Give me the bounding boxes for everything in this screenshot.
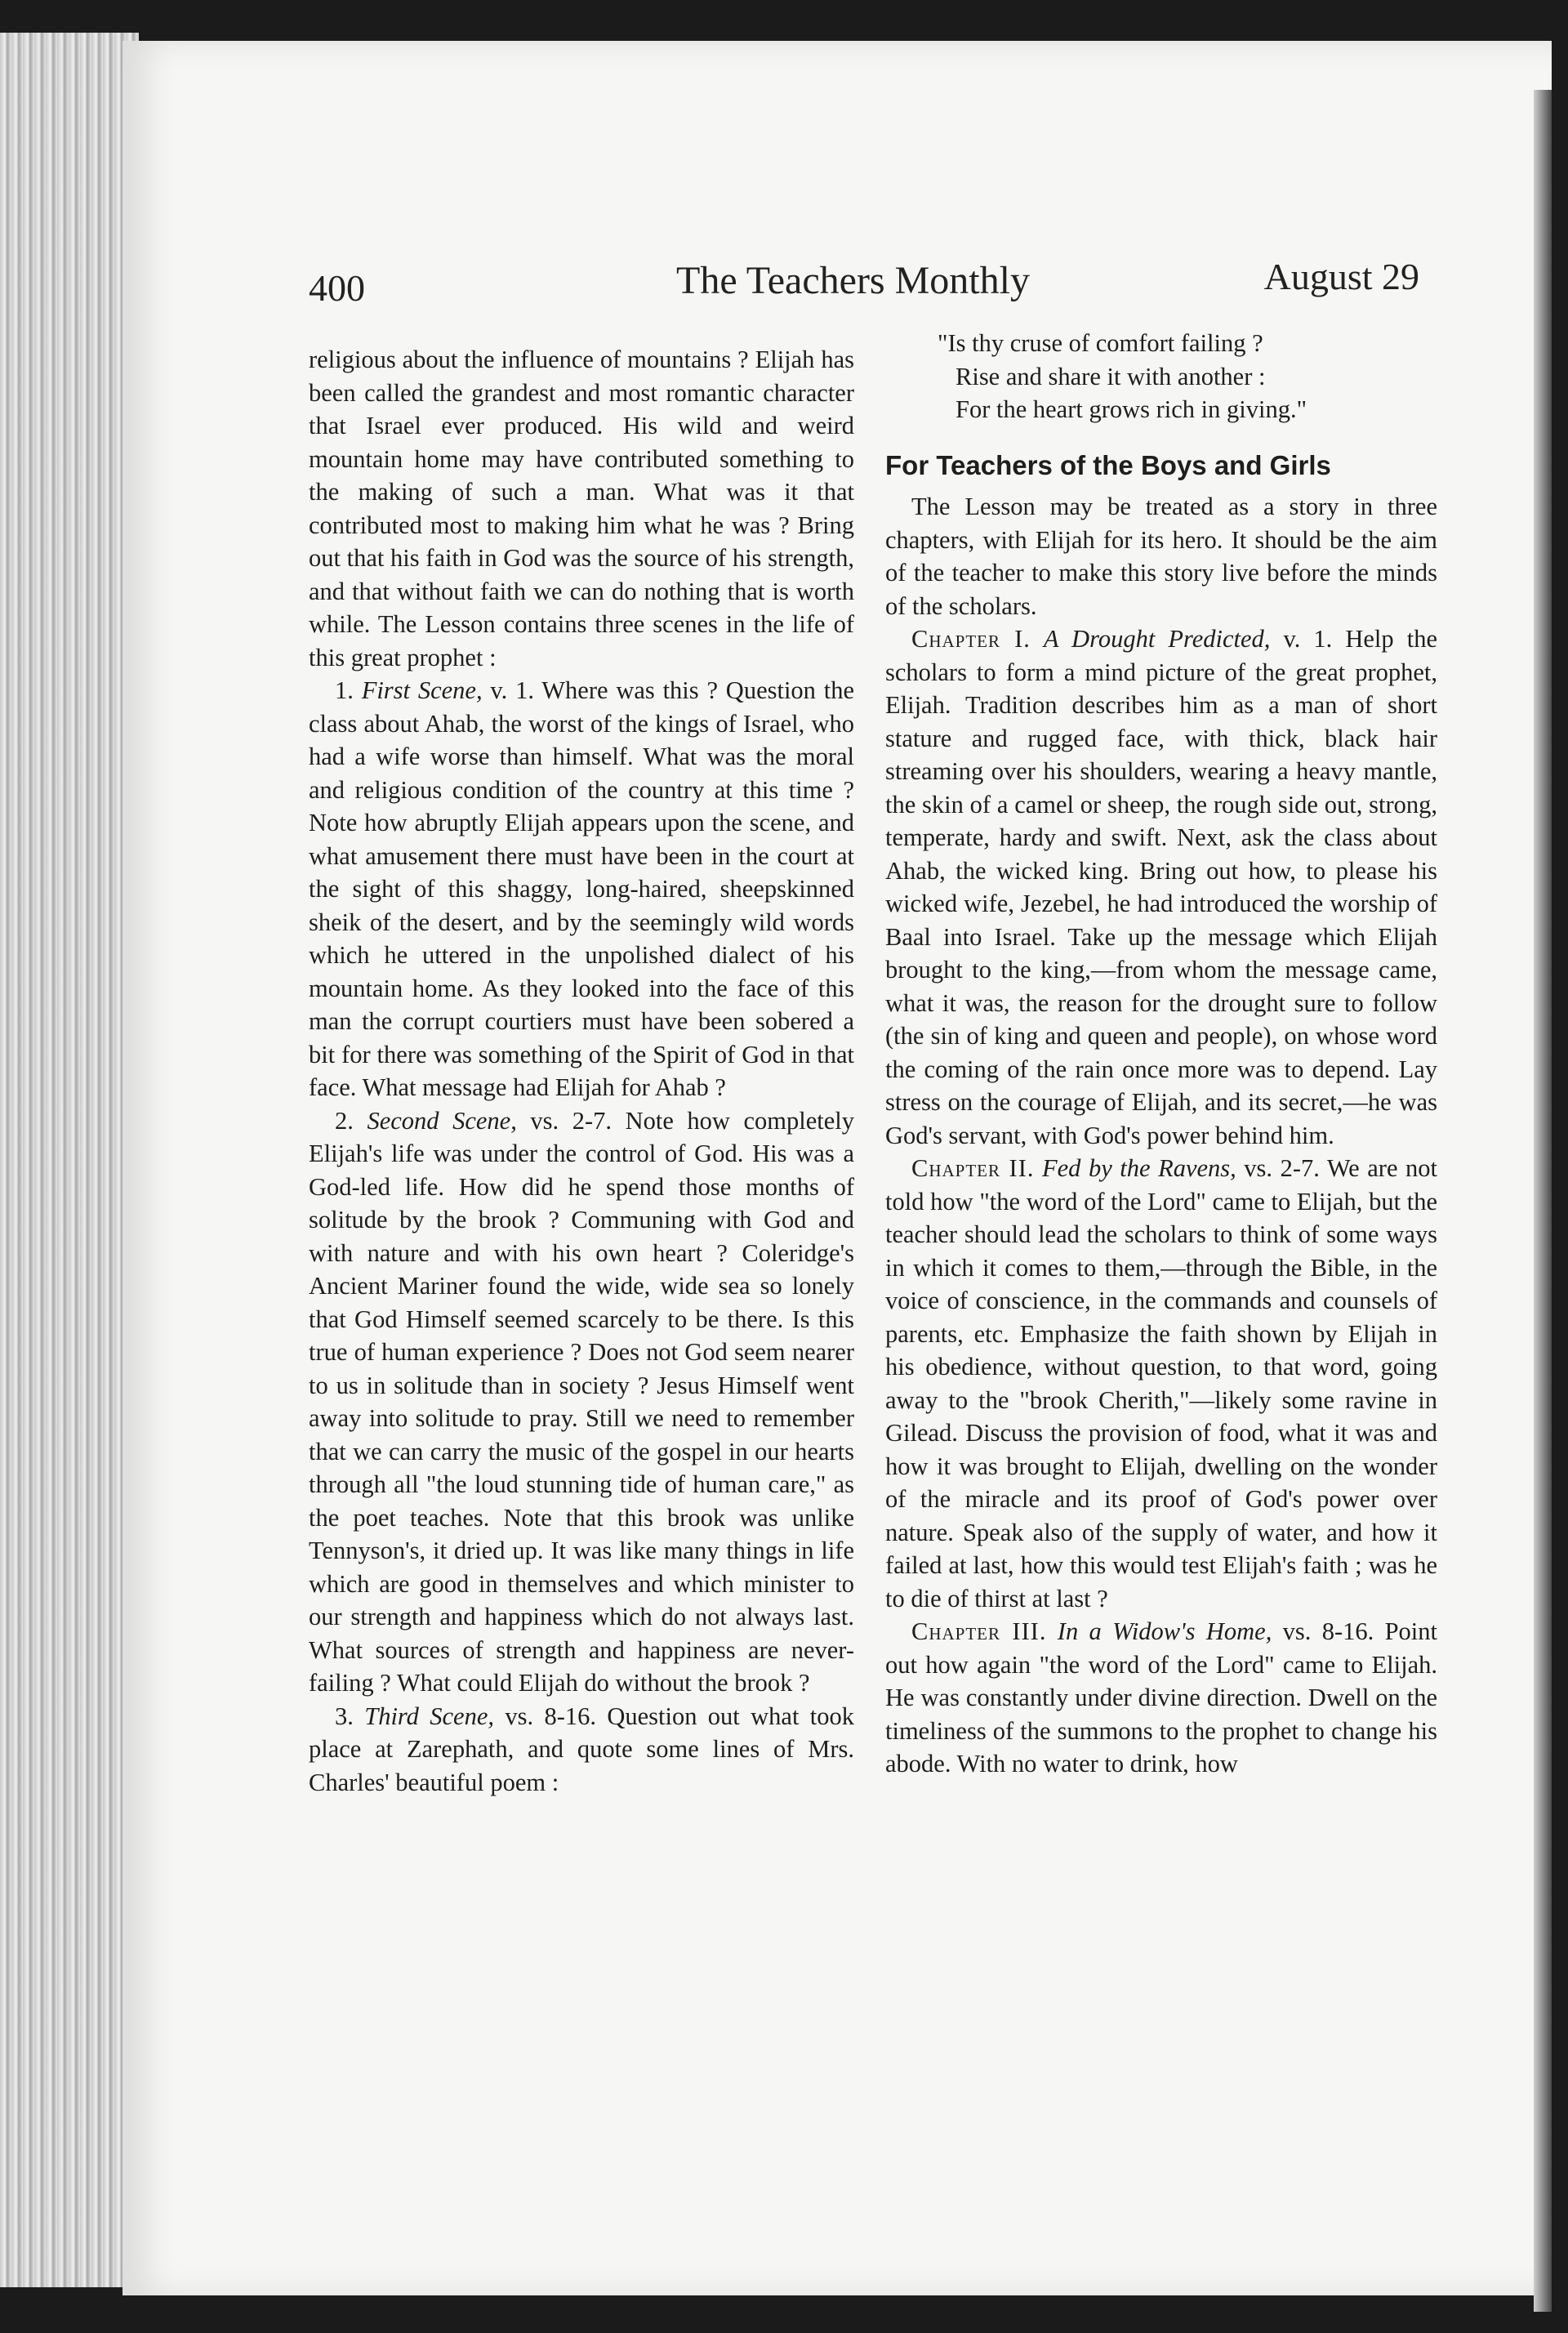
scene-title: First Scene, bbox=[361, 676, 483, 704]
scene-text: v. 1. Where was this ? Question the class about Ahab, the worst of the kings of Israel, who had a wife worse than himself. What was the moral and religious condition of the country at this time ? Note how abruptly Elijah appears upon the scene, and what amusement there must have been in the court at the sight of this shaggy, long-haired, sheepskinned sheik of the desert, and by the seemingly wild words which he uttered in the unpolished dialect of his mountain home. As they looked into the face of this man the corrupt courtiers must have been sobered a bit for there was something of the Spirit of God in that face. What message had Elijah for Ahab ? bbox=[309, 676, 855, 1101]
scene-title: Third Scene, bbox=[364, 1702, 494, 1730]
page-number: 400 bbox=[309, 267, 365, 309]
paragraph-chapter-three bbox=[885, 1615, 1437, 1781]
chapter-label: Chapter II. bbox=[911, 1154, 1035, 1182]
scene-text: vs. 8-16. Question out what took place at Zarephath, and quote some lines of Mrs. Charles' beautiful poem : bbox=[309, 1702, 854, 1796]
poem-line: "Is thy cruse of comfort failing ? bbox=[938, 329, 1263, 357]
chapter-label: Chapter III. bbox=[911, 1617, 1047, 1645]
paragraph-chapter-one bbox=[885, 622, 1437, 1152]
chapter-title: Fed by the Ravens, bbox=[1042, 1154, 1236, 1182]
left-column bbox=[309, 343, 854, 1799]
chapter-text: vs. 2-7. We are not told how "the word of the Lord" came to Elijah, but the teacher should lead the scholars to think of some ways in which it comes to them,—through the Bible, in the voice of conscience, in the commands and counsels of parents, etc. Emphasize the faith shown by Elijah in his obedience, without question, to that word, going away to the "brook Cherith,"—likely some ravine in Gilead. Discuss the provision of food, what it was and how it was brought to Elijah, dwelling on the wonder of the miracle and its proof of God's power over nature. Speak also of the supply of water, and how it failed at last, how this would test Elijah's faith ; was he to die of thirst at last ? bbox=[885, 1154, 1437, 1613]
paragraph-second-scene bbox=[309, 1104, 854, 1700]
poem-line: For the heart grows rich in giving." bbox=[956, 395, 1307, 423]
chapter-text: v. 1. Help the scholars to form a mind picture of the great prophet, Elijah. Tradition describes him as a man of short stature and rugged face, with thick, black hair streaming over his shoulders, wearing a heavy mantle, the skin of a camel or sheep, the rough side out, strong, temperate, hardy and swift. Next, ask the class about Ahab, the wicked king. Bring out how, to please his wicked wife, Jezebel, he had introduced the worship of Baal into Israel. Take up the message which Elijah brought to the king,—from whom the message came, what it was, the reason for the drought sure to follow (the sin of king and queen and people), on whose word the coming of the rain once more was to depend. Lay stress on the courage of Elijah, and its secret,—he was God's servant, with God's power behind him. bbox=[885, 625, 1437, 1149]
paragraph-chapter-two bbox=[885, 1152, 1437, 1615]
poem-quote bbox=[885, 327, 1437, 426]
scene-number: 2. bbox=[335, 1106, 368, 1135]
chapter-title: A Drought Predicted, bbox=[1043, 625, 1271, 653]
scene-number: 3. bbox=[335, 1702, 365, 1730]
scene-text: vs. 2-7. Note how completely Elijah's life was under the control of God. His was a God-led life. How did he spend those months of solitude by the brook ? Communing with God and with nature and with his own heart ? Coleridge's Ancient Mariner found the wide, wide sea so lonely that God Himself seemed scarcely to be there. Is this true of human experience ? Does not God seem nearer to us in solitude than in society ? Jesus Himself went away into solitude to pray. Still we need to remember that we can carry the music of the gospel in our hearts through all "the loud stunning tide of human care," as the poet teaches. Note that this brook was unlike Tennyson's, it dried up. It was like many things in life which are good in themselves and which minister to our strength and happiness which do not always last. What sources of strength and happiness are never-failing ? What could Elijah do without the brook ? bbox=[309, 1106, 855, 1697]
paragraph-lesson-intro: The Lesson may be treated as a story in three chapters, with Elijah for its hero. It should be the aim of the teacher to make this story live before the minds of the scholars. bbox=[885, 493, 1437, 620]
chapter-label: Chapter I. bbox=[911, 625, 1031, 653]
chapter-title: In a Widow's Home, bbox=[1057, 1617, 1272, 1645]
publication-title: The Teachers Monthly bbox=[676, 259, 1030, 302]
issue-date: August 29 bbox=[1263, 256, 1419, 297]
section-heading: For Teachers of the Boys and Girls bbox=[885, 449, 1331, 480]
scene-title: Second Scene, bbox=[367, 1106, 517, 1135]
paragraph-third-scene bbox=[309, 1700, 854, 1800]
page-gutter-shadow bbox=[1534, 90, 1552, 2312]
right-column bbox=[885, 327, 1437, 1781]
book-page-edges bbox=[0, 33, 139, 2287]
running-header bbox=[309, 255, 1419, 312]
scene-number: 1. bbox=[335, 676, 362, 704]
paragraph-first-scene bbox=[309, 674, 854, 1104]
paragraph-intro: religious about the influence of mountains ? Elijah has been called the grandest and most romantic character that Israel ever produced. His wild and weird mountain home may have contributed something to the making of such a man. What was it that contributed most to making him what he was ? Bring out that his faith in God was the source of his strength, and that without faith we can do nothing that is worth while. The Lesson contains three scenes in the life of this great prophet : bbox=[309, 346, 854, 671]
poem-line: Rise and share it with another : bbox=[956, 362, 1266, 390]
chapter-text: vs. 8-16. Point out how again "the word of the Lord" came to Elijah. He was constantly under divine direction. Dwell on the timeliness of the summons to the prophet to change his abode. With no water to drink, how bbox=[885, 1617, 1437, 1778]
